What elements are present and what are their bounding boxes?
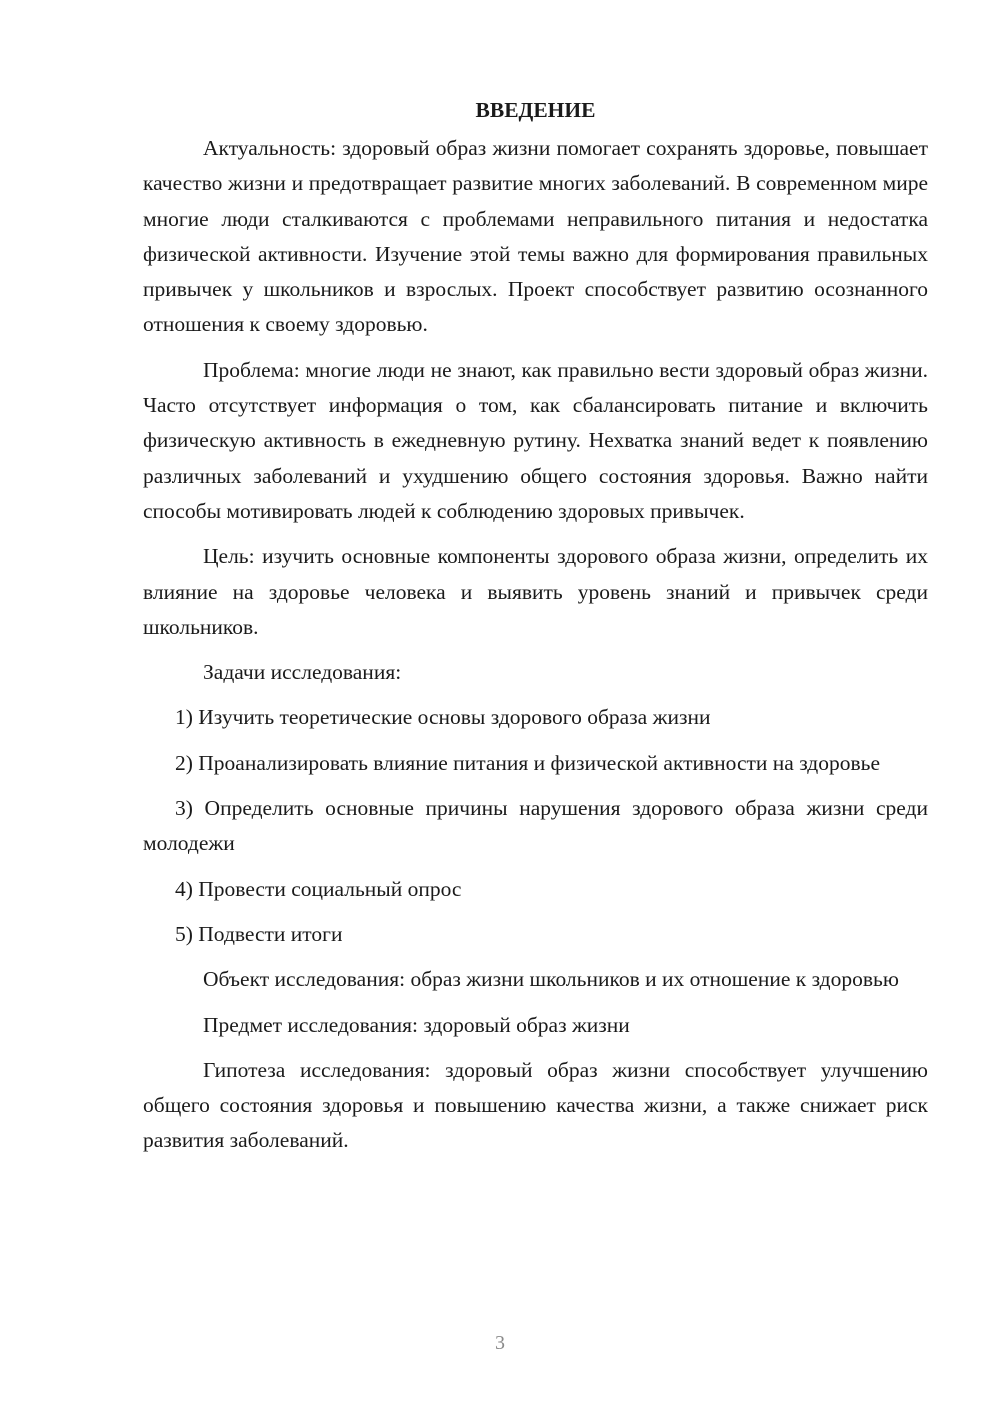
problem-paragraph: Проблема: многие люди не знают, как правильно вести здоровый образ жизни. Часто отсутствует информация о том, как сбалансировать питание и включить физическую активность в ежедневную рутину. Нехватка знаний ведет к появлению различных заболеваний и ухудшению общего состояния здоровья. Важно найти способы мотивировать людей к соблюдению здоровых привычек.	[143, 357, 928, 523]
object-paragraph: Объект исследования: образ жизни школьников и их отношение к здоровью	[203, 967, 899, 992]
tasks-heading: Задачи исследования:	[203, 660, 402, 685]
task-item: 4) Провести социальный опрос	[175, 876, 462, 901]
task-item: 1) Изучить теоретические основы здорового образа жизни	[175, 705, 711, 730]
document-page	[143, 92, 928, 1169]
goal-paragraph: Цель: изучить основные компоненты здорового образа жизни, определить их влияние на здоровье человека и выявить уровень знаний и привычек среди школьников.	[143, 544, 928, 639]
relevance-paragraph: Актуальность: здоровый образ жизни помогает сохранять здоровье, повышает качество жизни и предотвращает развитие многих заболеваний. В современном мире многие люди сталкиваются с проблемами неправильного питания и недостатка физической активности. Изучение этой темы важно для формирования правильных привычек у школьников и взрослых. Проект способствует развитию осознанного отношения к своему здоровью.	[143, 136, 928, 337]
subject-paragraph: Предмет исследования: здоровый образ жизни	[203, 1012, 630, 1037]
task-item: 2) Проанализировать влияние питания и физической активности на здоровье	[175, 750, 880, 775]
page-number: 3	[495, 1332, 505, 1354]
hypothesis-paragraph: Гипотеза исследования: здоровый образ жизни способствует улучшению общего состояния здоровья и повышению качества жизни, а также снижает риск развития заболеваний.	[143, 1057, 928, 1153]
task-item: 3) Определить основные причины нарушения здорового образа жизни среди молодежи	[143, 796, 928, 856]
section-title: ВВЕДЕНИЕ	[475, 98, 596, 122]
task-item: 5) Подвести итоги	[175, 921, 343, 946]
